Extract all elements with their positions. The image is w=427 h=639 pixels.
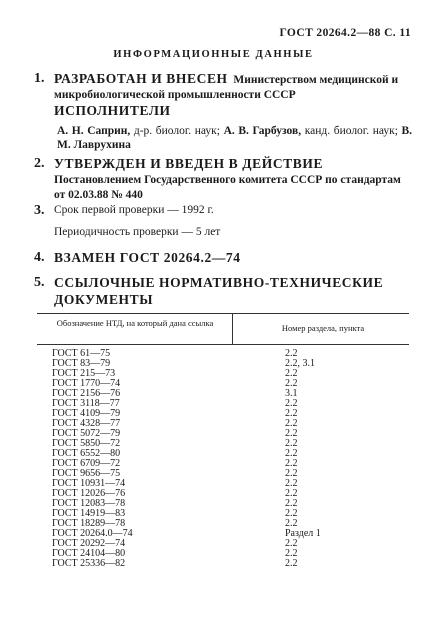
section-2: [34, 156, 410, 203]
cell-section: 2.2: [285, 498, 298, 509]
periodicity-text: Периодичность проверки — 5 лет: [54, 226, 221, 238]
cell-section: 2.2: [285, 538, 298, 549]
cell-document: ГОСТ 20264.0—74: [52, 528, 133, 539]
cell-document: ГОСТ 4109—79: [52, 408, 121, 419]
cell-document: ГОСТ 14919—83: [52, 508, 126, 519]
executors-list: [57, 124, 412, 152]
table-header-rule: [37, 344, 409, 345]
cell-section: 2.2: [285, 518, 298, 529]
cell-document: ГОСТ 4328—77: [52, 418, 121, 429]
cell-document: ГОСТ 12083—78: [52, 498, 126, 509]
table-column-rule: [232, 313, 233, 344]
cell-section: 2.2: [285, 478, 298, 489]
cell-section: Раздел 1: [285, 528, 321, 539]
cell-section: 2.2: [285, 428, 298, 439]
cell-document: ГОСТ 1770—74: [52, 378, 121, 389]
cell-section: 2.2: [285, 448, 298, 459]
section-text: Срок первой проверки — 1992 г.: [54, 204, 214, 216]
cell-section: 2.2: [285, 548, 298, 559]
cell-document: ГОСТ 6552—80: [52, 448, 121, 459]
section-text: Постановлением Государственного комитета СССР по стандартам от 02.03.88 № 440: [54, 174, 401, 201]
table-top-rule: [37, 313, 409, 314]
cell-section: 2.2: [285, 418, 298, 429]
info-title: ИНФОРМАЦИОННЫЕ ДАННЫЕ: [113, 49, 314, 60]
executor-name: А. Н. Саприн,: [57, 125, 131, 137]
cell-document: ГОСТ 18289—78: [52, 518, 126, 529]
cell-document: ГОСТ 61—75: [52, 348, 111, 359]
cell-document: ГОСТ 24104—80: [52, 548, 126, 559]
cell-section: 2.2: [285, 508, 298, 519]
section-1: [34, 71, 410, 103]
cell-document: ГОСТ 3118—77: [52, 398, 120, 409]
cell-document: ГОСТ 215—73: [52, 368, 116, 379]
cell-document: ГОСТ 5072—79: [52, 428, 121, 439]
executors-heading: ИСПОЛНИТЕЛИ: [54, 103, 171, 118]
section-heading: РАЗРАБОТАН И ВНЕСЕН: [54, 71, 228, 86]
cell-section: 2.2: [285, 378, 298, 389]
cell-section: 2.2: [285, 348, 298, 359]
section-number: 2.: [34, 156, 45, 171]
section-3: [34, 203, 410, 218]
section-number: 1.: [34, 71, 45, 86]
section-heading: ВЗАМЕН ГОСТ 20264.2—74: [54, 250, 241, 265]
executor-name: В. М. Лаврухина: [57, 125, 413, 151]
section-number: 5.: [34, 275, 45, 290]
section-heading: ССЫЛОЧНЫЕ НОРМАТИВНО-ТЕХНИЧЕСКИЕ ДОКУМЕНТЫ: [54, 275, 384, 307]
cell-document: ГОСТ 6709—72: [52, 458, 121, 469]
cell-document: ГОСТ 83—79: [52, 358, 111, 369]
cell-section: 2.2: [285, 368, 298, 379]
cell-document: ГОСТ 5850—72: [52, 438, 121, 449]
section-number: 4.: [34, 250, 45, 265]
executor-name: А. В. Гарбузов,: [223, 125, 302, 137]
cell-section: 3.1: [285, 388, 298, 399]
section-5: [34, 275, 412, 309]
executor-degree: д-р. биолог. наук;: [133, 125, 220, 137]
cell-document: ГОСТ 25336—82: [52, 558, 126, 569]
cell-document: ГОСТ 9656—75: [52, 468, 121, 479]
cell-section: 2.2: [285, 398, 298, 409]
cell-document: ГОСТ 10931—74: [52, 478, 126, 489]
cell-document: ГОСТ 12026—76: [52, 488, 126, 499]
section-number: 3.: [34, 203, 45, 218]
section-heading: УТВЕРЖДЕН И ВВЕДЕН В ДЕЙСТВИЕ: [54, 156, 324, 171]
cell-section: 2.2, 3.1: [285, 358, 315, 369]
executor-degree: канд. биолог. наук;: [304, 125, 398, 137]
cell-section: 2.2: [285, 438, 298, 449]
cell-section: 2.2: [285, 558, 298, 569]
cell-section: 2.2: [285, 468, 298, 479]
section-4: [34, 250, 410, 267]
column-header-document: Обозначение НТД, на который дана ссылка: [56, 318, 214, 328]
cell-section: 2.2: [285, 488, 298, 499]
cell-section: 2.2: [285, 408, 298, 419]
cell-section: 2.2: [285, 458, 298, 469]
section-text: Министерством медицинской и микробиологической промышленности СССР: [54, 74, 399, 101]
table-row: [37, 559, 409, 569]
cell-document: ГОСТ 2156—76: [52, 388, 121, 399]
column-header-section: Номер раздела, пункта: [281, 323, 365, 333]
page-header: ГОСТ 20264.2—88 С. 11: [279, 27, 411, 39]
cell-document: ГОСТ 20292—74: [52, 538, 126, 549]
